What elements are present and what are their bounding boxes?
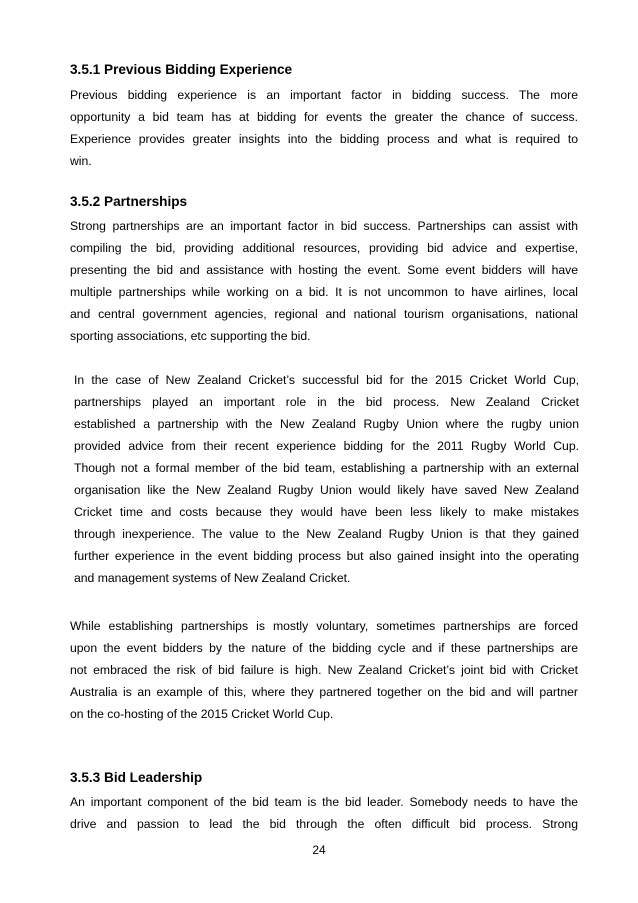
text-line: Cricket time and costs because they would have been less likely to make mistakes bbox=[74, 505, 579, 519]
text-line: In the case of New Zealand Cricket’s successful bid for the 2015 Cricket World Cup, bbox=[74, 373, 579, 387]
text-line: Previous bidding experience is an important factor in bidding success. The more bbox=[70, 88, 578, 102]
text-line: Strong partnerships are an important factor in bid success. Partnerships can assist with bbox=[70, 219, 578, 233]
text-line: on the co-hosting of the 2015 Cricket World Cup. bbox=[70, 707, 334, 721]
text-line: Experience provides greater insights into the bidding process and what is required to bbox=[70, 132, 578, 146]
text-line: and management systems of New Zealand Cricket. bbox=[74, 571, 351, 585]
text-line: through inexperience. The value to the New Zealand Rugby Union is that they gained bbox=[74, 527, 579, 541]
text-line: multiple partnerships while working on a bid. It is not uncommon to have airlines, local bbox=[70, 285, 578, 299]
paragraph-bid-leadership bbox=[70, 791, 578, 835]
paragraph-partnerships-intro bbox=[70, 215, 578, 347]
text-line: While establishing partnerships is mostly voluntary, sometimes partnerships are forced bbox=[70, 619, 578, 633]
text-line: Australia is an example of this, where they partnered together on the bid and will partner bbox=[70, 685, 578, 699]
text-line: compiling the bid, providing additional resources, providing bid advice and expertise, bbox=[70, 241, 578, 255]
text-line: opportunity a bid team has at bidding for events the greater the chance of success. bbox=[70, 110, 578, 124]
text-line: established a partnership with the New Zealand Rugby Union where the rugby union bbox=[74, 417, 579, 431]
text-line: organisation like the New Zealand Rugby Union would likely have saved New Zealand bbox=[74, 483, 579, 497]
page-number: 24 bbox=[312, 843, 326, 857]
text-line: presenting the bid and assistance with hosting the event. Some event bidders will have bbox=[70, 263, 578, 277]
text-line: drive and passion to lead the bid through the often difficult bid process. Strong bbox=[70, 817, 578, 831]
text-line: An important component of the bid team is the bid leader. Somebody needs to have the bbox=[70, 795, 578, 809]
text-line: further experience in the event bidding process but also gained insight into the operating bbox=[74, 549, 579, 563]
text-line: provided advice from their recent experience bidding for the 2011 Rugby World Cup. bbox=[74, 439, 579, 453]
text-line: not embraced the risk of bid failure is high. New Zealand Cricket’s joint bid with Cricket bbox=[70, 663, 578, 677]
paragraph-forced-partnerships bbox=[70, 615, 578, 725]
text-line: upon the event bidders by the nature of the bidding cycle and if these partnerships are bbox=[70, 641, 578, 655]
paragraph-cricket-case-study bbox=[74, 369, 579, 589]
section-heading-bid-leadership: 3.5.3 Bid Leadership bbox=[70, 770, 203, 785]
paragraph-previous-bidding-experience bbox=[70, 84, 578, 172]
section-heading-previous-bidding-experience: 3.5.1 Previous Bidding Experience bbox=[70, 62, 293, 77]
text-line: Though not a formal member of the bid team, establishing a partnership with an external bbox=[74, 461, 579, 475]
text-line: and central government agencies, regional and national tourism organisations, national bbox=[70, 307, 578, 321]
text-line: win. bbox=[70, 154, 92, 168]
text-line: sporting associations, etc supporting the bid. bbox=[70, 329, 311, 343]
section-heading-partnerships: 3.5.2 Partnerships bbox=[70, 194, 188, 209]
text-line: partnerships played an important role in the bid process. New Zealand Cricket bbox=[74, 395, 579, 409]
